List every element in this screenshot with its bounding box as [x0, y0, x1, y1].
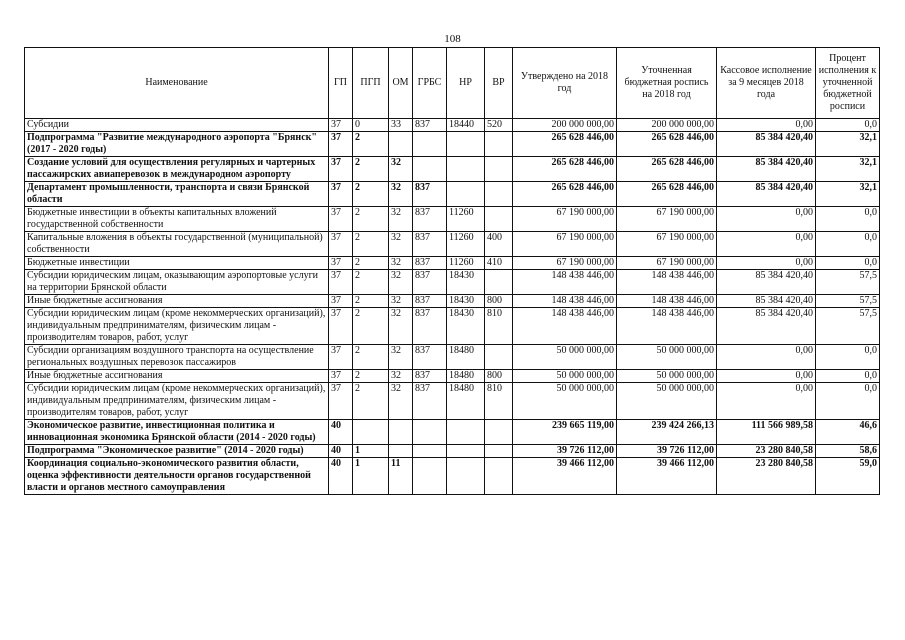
cell-percent: 0,0 — [816, 207, 880, 232]
header-name: Наименование — [25, 48, 329, 119]
budget-table — [24, 47, 880, 495]
cell-gp: 37 — [329, 295, 353, 308]
cell-approved: 50 000 000,00 — [513, 345, 617, 370]
cell-om: 32 — [389, 345, 413, 370]
cell-grbs — [413, 157, 447, 182]
cell-approved: 39 726 112,00 — [513, 445, 617, 458]
cell-vr: 800 — [485, 370, 513, 383]
page-number: 108 — [444, 33, 461, 45]
cell-nr: 18480 — [447, 383, 485, 420]
cell-approved: 39 466 112,00 — [513, 458, 617, 495]
table-row — [25, 182, 880, 207]
cell-vr — [485, 458, 513, 495]
cell-refined: 265 628 446,00 — [617, 132, 717, 157]
cell-om: 32 — [389, 308, 413, 345]
cell-vr — [485, 345, 513, 370]
cell-refined: 148 438 446,00 — [617, 308, 717, 345]
cell-pgp — [353, 420, 389, 445]
cell-nr: 11260 — [447, 232, 485, 257]
cell-refined: 265 628 446,00 — [617, 157, 717, 182]
header-approved: Утверждено на 2018 год — [513, 48, 617, 119]
cell-percent: 0,0 — [816, 383, 880, 420]
cell-pgp: 1 — [353, 458, 389, 495]
table-row — [25, 119, 880, 132]
cell-om — [389, 132, 413, 157]
cell-name: Капитальные вложения в объекты государственной (муниципальной) собственности — [25, 232, 329, 257]
cell-cash: 85 384 420,40 — [717, 182, 816, 207]
cell-name: Департамент промышленности, транспорта и связи Брянской области — [25, 182, 329, 207]
cell-vr — [485, 182, 513, 207]
cell-nr: 18480 — [447, 370, 485, 383]
cell-vr — [485, 420, 513, 445]
cell-cash: 85 384 420,40 — [717, 308, 816, 345]
cell-grbs: 837 — [413, 370, 447, 383]
cell-pgp: 2 — [353, 295, 389, 308]
cell-approved: 200 000 000,00 — [513, 119, 617, 132]
cell-approved: 148 438 446,00 — [513, 270, 617, 295]
table-row — [25, 257, 880, 270]
cell-grbs: 837 — [413, 182, 447, 207]
cell-percent: 32,1 — [816, 182, 880, 207]
cell-refined: 265 628 446,00 — [617, 182, 717, 207]
cell-nr — [447, 445, 485, 458]
cell-approved: 67 190 000,00 — [513, 232, 617, 257]
cell-refined: 148 438 446,00 — [617, 270, 717, 295]
cell-pgp: 2 — [353, 345, 389, 370]
cell-cash: 85 384 420,40 — [717, 132, 816, 157]
cell-name: Подпрограмма "Экономическое развитие" (2014 - 2020 годы) — [25, 445, 329, 458]
cell-nr — [447, 182, 485, 207]
cell-vr: 810 — [485, 308, 513, 345]
cell-vr — [485, 157, 513, 182]
table-row — [25, 270, 880, 295]
cell-cash: 0,00 — [717, 383, 816, 420]
cell-gp: 37 — [329, 257, 353, 270]
cell-name: Иные бюджетные ассигнования — [25, 295, 329, 308]
table-row — [25, 132, 880, 157]
cell-pgp: 2 — [353, 157, 389, 182]
cell-grbs — [413, 458, 447, 495]
cell-percent: 0,0 — [816, 232, 880, 257]
cell-percent: 59,0 — [816, 458, 880, 495]
cell-name: Иные бюджетные ассигнования — [25, 370, 329, 383]
header-gp: ГП — [329, 48, 353, 119]
cell-refined: 67 190 000,00 — [617, 257, 717, 270]
cell-vr — [485, 207, 513, 232]
cell-approved: 265 628 446,00 — [513, 132, 617, 157]
cell-cash: 111 566 989,58 — [717, 420, 816, 445]
cell-om: 32 — [389, 370, 413, 383]
cell-grbs: 837 — [413, 295, 447, 308]
cell-vr: 400 — [485, 232, 513, 257]
cell-pgp: 2 — [353, 308, 389, 345]
cell-percent: 57,5 — [816, 295, 880, 308]
cell-gp: 37 — [329, 383, 353, 420]
cell-cash: 0,00 — [717, 232, 816, 257]
cell-grbs — [413, 445, 447, 458]
cell-om: 32 — [389, 295, 413, 308]
cell-approved: 148 438 446,00 — [513, 295, 617, 308]
cell-cash: 0,00 — [717, 119, 816, 132]
cell-nr — [447, 157, 485, 182]
cell-approved: 265 628 446,00 — [513, 157, 617, 182]
cell-approved: 148 438 446,00 — [513, 308, 617, 345]
cell-percent: 0,0 — [816, 257, 880, 270]
cell-nr: 11260 — [447, 257, 485, 270]
table-row — [25, 232, 880, 257]
table-row — [25, 345, 880, 370]
cell-vr — [485, 270, 513, 295]
cell-percent: 57,5 — [816, 270, 880, 295]
cell-approved: 239 665 119,00 — [513, 420, 617, 445]
cell-vr: 520 — [485, 119, 513, 132]
cell-approved: 50 000 000,00 — [513, 370, 617, 383]
cell-om: 32 — [389, 257, 413, 270]
table-row — [25, 383, 880, 420]
cell-vr — [485, 132, 513, 157]
cell-name: Субсидии — [25, 119, 329, 132]
cell-grbs: 837 — [413, 119, 447, 132]
cell-nr — [447, 458, 485, 495]
cell-name: Создание условий для осуществления регулярных и чартерных пассажирских авиаперевозок в международном аэропорту — [25, 157, 329, 182]
cell-pgp: 2 — [353, 370, 389, 383]
cell-grbs — [413, 420, 447, 445]
cell-refined: 50 000 000,00 — [617, 383, 717, 420]
cell-gp: 40 — [329, 458, 353, 495]
cell-cash: 23 280 840,58 — [717, 445, 816, 458]
cell-percent: 0,0 — [816, 119, 880, 132]
cell-refined: 39 726 112,00 — [617, 445, 717, 458]
cell-gp: 37 — [329, 182, 353, 207]
cell-om: 11 — [389, 458, 413, 495]
cell-om: 33 — [389, 119, 413, 132]
cell-gp: 37 — [329, 270, 353, 295]
table-row — [25, 308, 880, 345]
cell-cash: 85 384 420,40 — [717, 157, 816, 182]
cell-gp: 40 — [329, 420, 353, 445]
cell-cash: 85 384 420,40 — [717, 295, 816, 308]
cell-pgp: 2 — [353, 257, 389, 270]
cell-gp: 37 — [329, 207, 353, 232]
cell-name: Субсидии юридическим лицам (кроме некоммерческих организаций), индивидуальным предпринимателям, физическим лицам - производителям товаров, работ, услуг — [25, 383, 329, 420]
cell-pgp: 1 — [353, 445, 389, 458]
cell-pgp: 0 — [353, 119, 389, 132]
cell-grbs: 837 — [413, 345, 447, 370]
cell-nr — [447, 420, 485, 445]
cell-pgp: 2 — [353, 207, 389, 232]
table-row — [25, 295, 880, 308]
cell-cash: 85 384 420,40 — [717, 270, 816, 295]
header-om: ОМ — [389, 48, 413, 119]
cell-pgp: 2 — [353, 270, 389, 295]
cell-om: 32 — [389, 270, 413, 295]
cell-nr: 18480 — [447, 345, 485, 370]
cell-name: Экономическое развитие, инвестиционная политика и инновационная экономика Брянской области (2014 - 2020 годы) — [25, 420, 329, 445]
cell-name: Бюджетные инвестиции в объекты капитальных вложений государственной собственности — [25, 207, 329, 232]
table-row — [25, 157, 880, 182]
cell-vr: 410 — [485, 257, 513, 270]
cell-om: 32 — [389, 182, 413, 207]
header-grbs: ГРБС — [413, 48, 447, 119]
cell-name: Субсидии юридическим лицам, оказывающим аэропортовые услуги на территории Брянской области — [25, 270, 329, 295]
cell-om — [389, 445, 413, 458]
cell-cash: 23 280 840,58 — [717, 458, 816, 495]
cell-refined: 200 000 000,00 — [617, 119, 717, 132]
cell-percent: 57,5 — [816, 308, 880, 345]
cell-refined: 39 466 112,00 — [617, 458, 717, 495]
cell-grbs — [413, 132, 447, 157]
table-row — [25, 370, 880, 383]
cell-gp: 37 — [329, 308, 353, 345]
cell-name: Субсидии юридическим лицам (кроме некоммерческих организаций), индивидуальным предпринимателям, физическим лицам - производителям товаров, работ, услуг — [25, 308, 329, 345]
header-nr: НР — [447, 48, 485, 119]
cell-om: 32 — [389, 157, 413, 182]
cell-gp: 37 — [329, 119, 353, 132]
cell-om: 32 — [389, 383, 413, 420]
table-row — [25, 420, 880, 445]
cell-name: Бюджетные инвестиции — [25, 257, 329, 270]
cell-gp: 37 — [329, 345, 353, 370]
cell-refined: 239 424 266,13 — [617, 420, 717, 445]
cell-vr: 800 — [485, 295, 513, 308]
header-pgp: ПГП — [353, 48, 389, 119]
cell-approved: 67 190 000,00 — [513, 257, 617, 270]
cell-approved: 265 628 446,00 — [513, 182, 617, 207]
cell-pgp: 2 — [353, 383, 389, 420]
cell-gp: 37 — [329, 157, 353, 182]
table-row — [25, 207, 880, 232]
cell-nr: 18430 — [447, 308, 485, 345]
cell-refined: 67 190 000,00 — [617, 232, 717, 257]
cell-nr: 18430 — [447, 270, 485, 295]
cell-grbs: 837 — [413, 383, 447, 420]
cell-cash: 0,00 — [717, 345, 816, 370]
cell-grbs: 837 — [413, 232, 447, 257]
cell-grbs: 837 — [413, 257, 447, 270]
cell-cash: 0,00 — [717, 257, 816, 270]
cell-om — [389, 420, 413, 445]
cell-cash: 0,00 — [717, 370, 816, 383]
cell-gp: 40 — [329, 445, 353, 458]
cell-percent: 32,1 — [816, 157, 880, 182]
cell-gp: 37 — [329, 370, 353, 383]
header-refined: Уточненная бюджетная роспись на 2018 год — [617, 48, 717, 119]
cell-vr — [485, 445, 513, 458]
cell-pgp: 2 — [353, 182, 389, 207]
cell-percent: 46,6 — [816, 420, 880, 445]
cell-percent: 0,0 — [816, 370, 880, 383]
cell-grbs: 837 — [413, 207, 447, 232]
table-row — [25, 458, 880, 495]
cell-name: Субсидии организациям воздушного транспорта на осуществление региональных воздушных перевозок пассажиров — [25, 345, 329, 370]
cell-nr: 11260 — [447, 207, 485, 232]
cell-name: Координация социально-экономического развития области, оценка эффективности деятельности органов государственной власти и органов местного самоуправления — [25, 458, 329, 495]
cell-grbs: 837 — [413, 270, 447, 295]
header-percent: Процент исполнения к уточненной бюджетной росписи — [816, 48, 880, 119]
header-vr: ВР — [485, 48, 513, 119]
cell-approved: 67 190 000,00 — [513, 207, 617, 232]
cell-om: 32 — [389, 207, 413, 232]
cell-percent: 0,0 — [816, 345, 880, 370]
cell-gp: 37 — [329, 232, 353, 257]
cell-vr: 810 — [485, 383, 513, 420]
cell-gp: 37 — [329, 132, 353, 157]
header-row — [25, 48, 880, 119]
cell-approved: 50 000 000,00 — [513, 383, 617, 420]
cell-grbs: 837 — [413, 308, 447, 345]
cell-cash: 0,00 — [717, 207, 816, 232]
cell-pgp: 2 — [353, 232, 389, 257]
cell-refined: 50 000 000,00 — [617, 345, 717, 370]
header-cash: Кассовое исполнение за 9 месяцев 2018 года — [717, 48, 816, 119]
cell-refined: 67 190 000,00 — [617, 207, 717, 232]
table-row — [25, 445, 880, 458]
cell-refined: 148 438 446,00 — [617, 295, 717, 308]
cell-nr: 18430 — [447, 295, 485, 308]
cell-om: 32 — [389, 232, 413, 257]
cell-nr: 18440 — [447, 119, 485, 132]
cell-pgp: 2 — [353, 132, 389, 157]
cell-percent: 32,1 — [816, 132, 880, 157]
cell-nr — [447, 132, 485, 157]
cell-percent: 58,6 — [816, 445, 880, 458]
cell-refined: 50 000 000,00 — [617, 370, 717, 383]
cell-name: Подпрограмма "Развитие международного аэропорта "Брянск" (2017 - 2020 годы) — [25, 132, 329, 157]
